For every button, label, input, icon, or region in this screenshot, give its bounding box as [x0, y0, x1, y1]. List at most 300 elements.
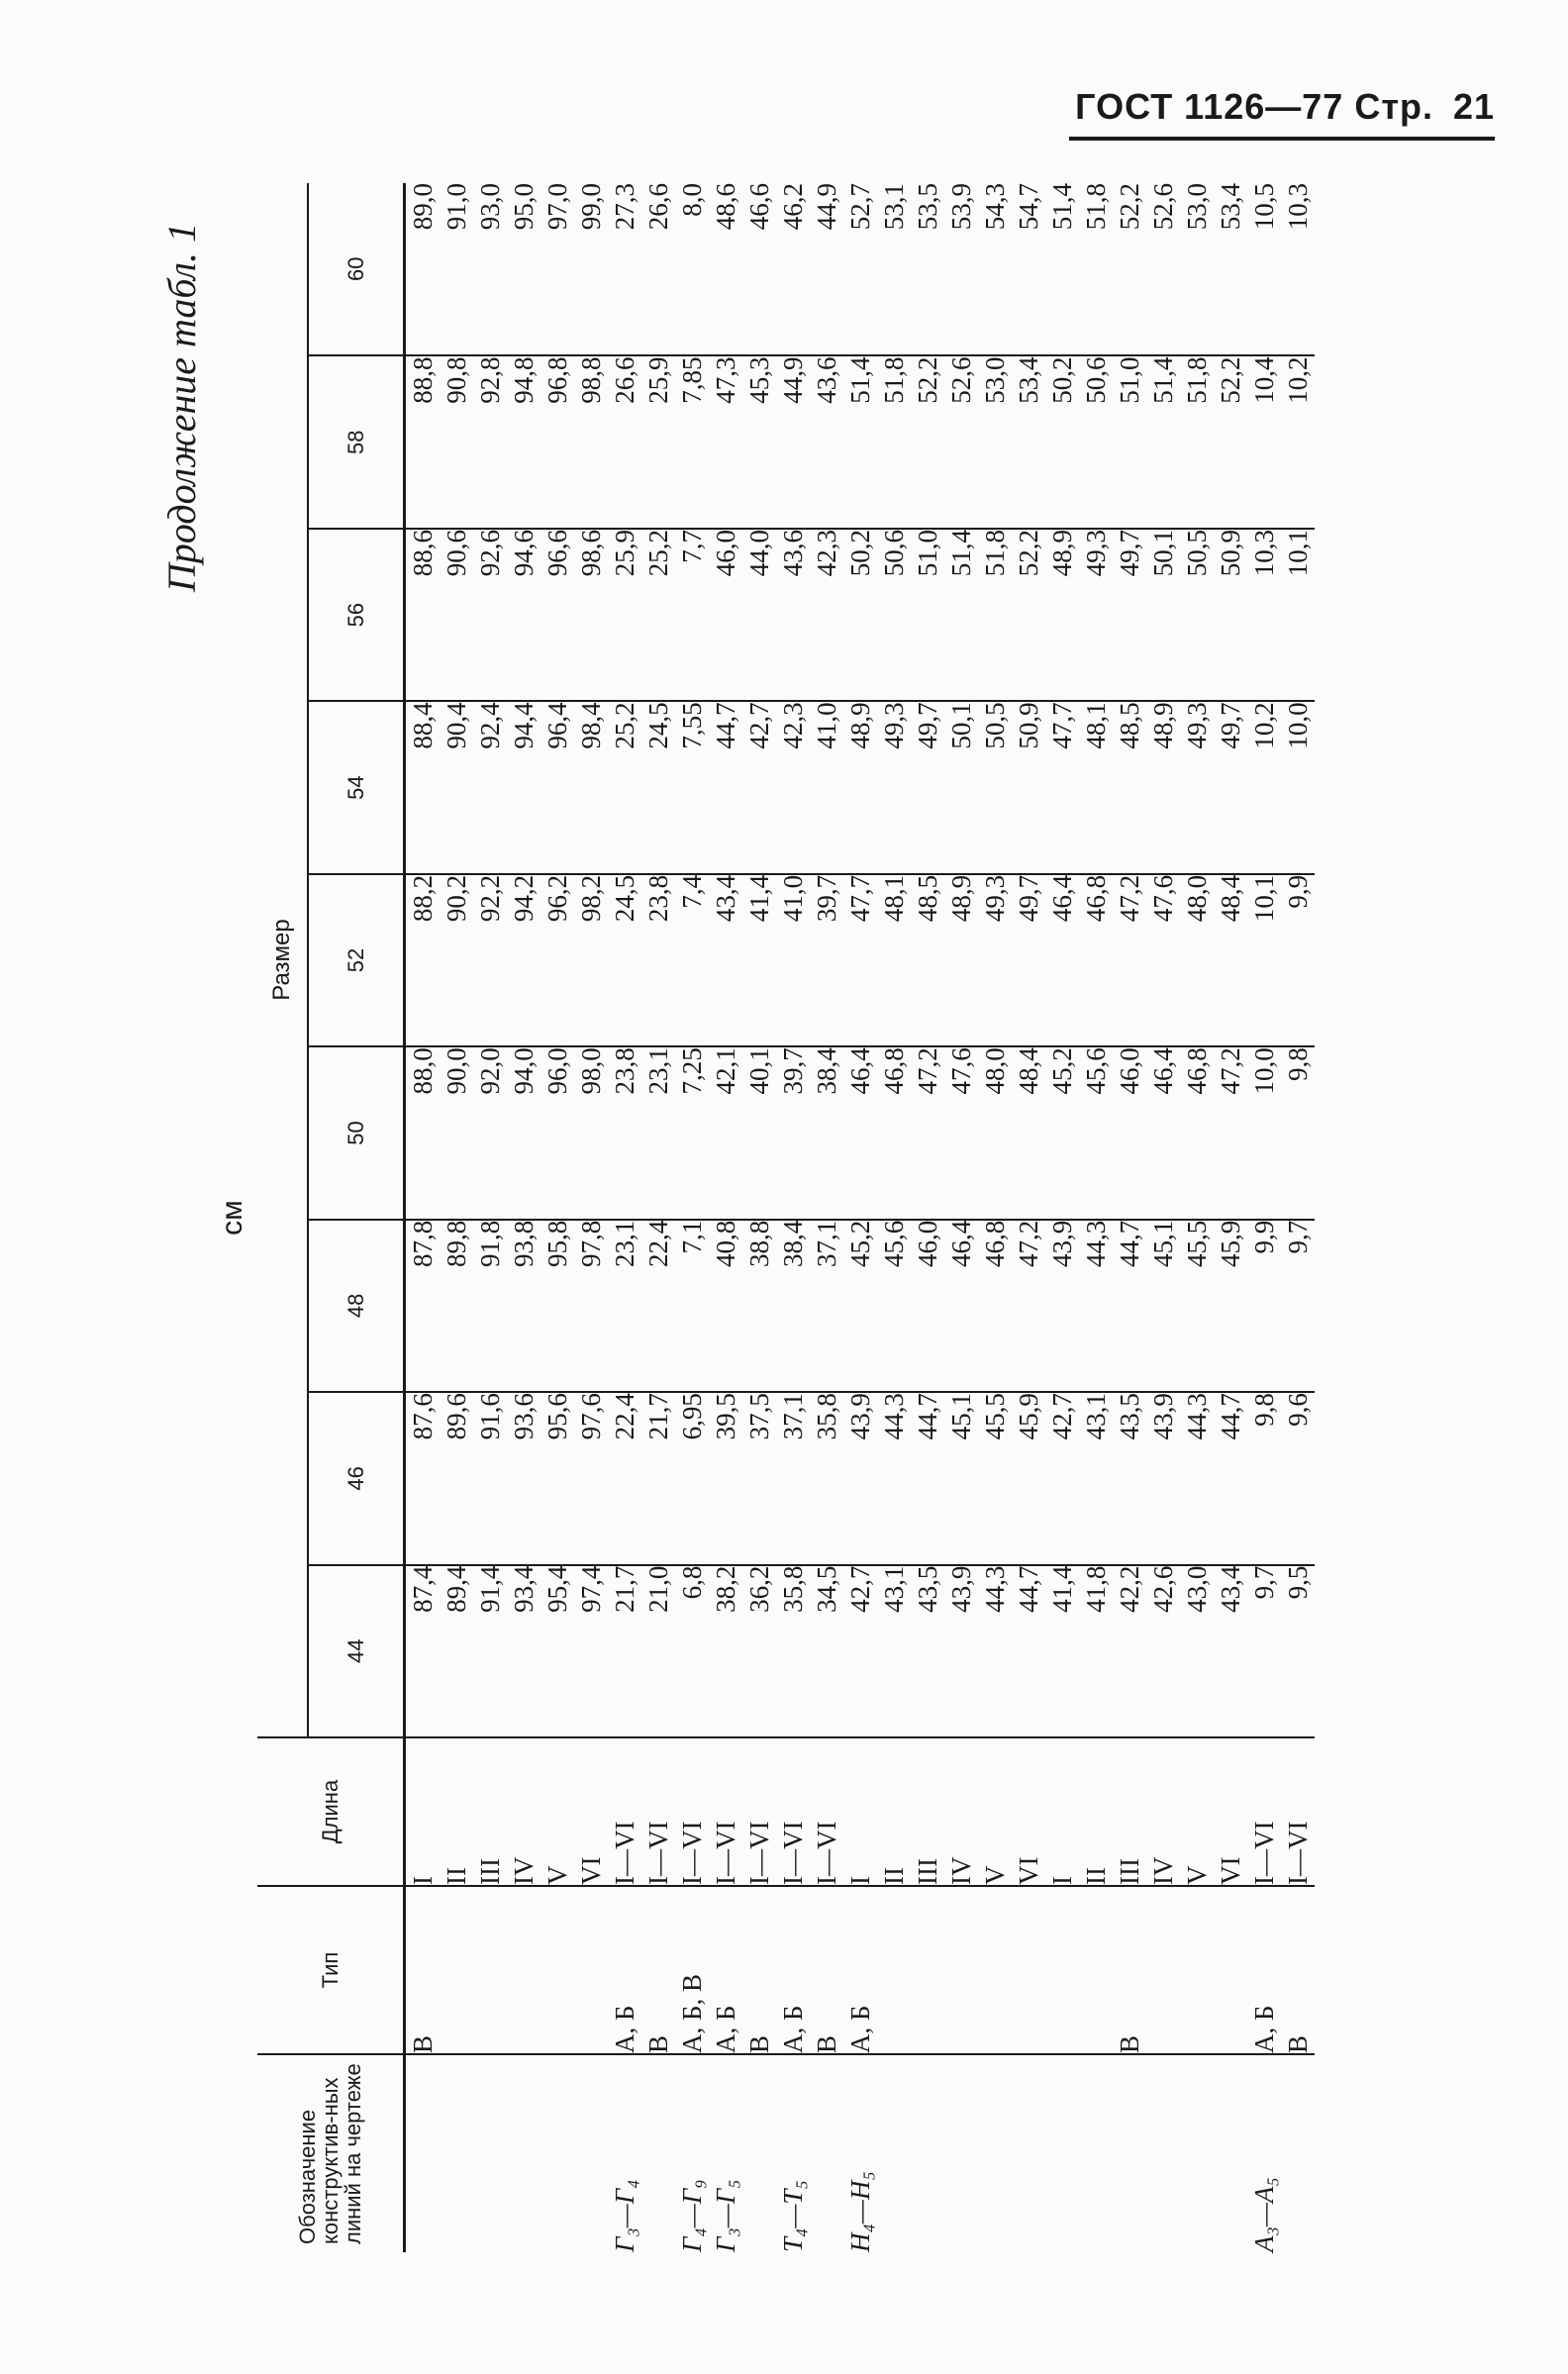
cell-line: III [1115, 1858, 1144, 1885]
cell-line: 36,2 [744, 1565, 774, 1613]
cell-line [877, 1887, 911, 2053]
cell-line: 45,5 [980, 1393, 1010, 1440]
value-cell [675, 529, 709, 701]
cell-line: 40,1 [744, 1047, 774, 1095]
cell-line: 45,6 [1081, 1047, 1111, 1095]
cell-line: 46,0 [711, 529, 740, 577]
value-cell [709, 701, 776, 873]
value-cell [709, 183, 776, 356]
cell-line [911, 1887, 944, 2053]
length-cell [405, 1737, 609, 1886]
cell-line: 51,4 [1047, 183, 1077, 231]
cell-line: 10,3 [1249, 529, 1279, 577]
value-cell [776, 874, 843, 1046]
cell-line: 48,9 [946, 874, 976, 923]
cell-line: 91,6 [475, 1393, 505, 1440]
cell-line: 50,9 [1014, 702, 1043, 749]
value-cell [776, 356, 843, 529]
cell-line: 34,5 [812, 1565, 841, 1613]
cell-line: 46,8 [1182, 1047, 1212, 1095]
cell-line: 93,0 [475, 183, 505, 231]
cell-line: 51,8 [879, 356, 909, 404]
cell-line: 53,0 [980, 356, 1010, 404]
cell-line: VI [576, 1856, 606, 1885]
cell-line: 50,9 [1216, 529, 1245, 577]
cell-line: 43,9 [1148, 1393, 1178, 1440]
cell-line: 93,6 [509, 1393, 539, 1440]
value-cell [1045, 529, 1247, 701]
cell-line: 99,0 [576, 183, 606, 231]
cell-line: 43,5 [913, 1565, 942, 1613]
cell-line: 45,1 [1148, 1220, 1178, 1267]
size-table [257, 183, 1315, 2252]
cell-line: 52,2 [1115, 183, 1144, 231]
cell-line [978, 1887, 1012, 2053]
type-cell [675, 1886, 709, 2054]
cell-line: 42,7 [1047, 1393, 1077, 1440]
cell-line: 23,1 [643, 1047, 673, 1095]
size-header-cell: 54 [308, 701, 405, 873]
cell-line: 24,5 [610, 874, 639, 923]
value-cell [405, 529, 609, 701]
value-cell [675, 356, 709, 529]
cell-line: 39,5 [711, 1393, 740, 1440]
cell-line: 94,4 [509, 702, 539, 749]
value-cell [1247, 1392, 1315, 1564]
cell-line [1079, 1887, 1113, 2053]
value-cell [1045, 356, 1247, 529]
table-row [1247, 183, 1315, 2252]
cell-line: 90,0 [441, 1047, 471, 1095]
cell-line: II [879, 1867, 909, 1885]
cell-line: 43,4 [711, 874, 740, 923]
cell-line: 10,1 [1249, 874, 1279, 923]
cell-line: 42,3 [778, 702, 808, 749]
cell-line: 88,4 [408, 702, 438, 749]
cell-line: 45,6 [879, 1220, 909, 1267]
cell-line: 53,1 [879, 183, 909, 231]
cell-line: 41,0 [778, 874, 808, 923]
cell-line: 51,0 [913, 529, 942, 577]
cell-line: 90,6 [441, 529, 471, 577]
cell-line: 49,3 [1182, 702, 1212, 749]
cell-line: 50,2 [1047, 356, 1077, 404]
cell-line: 49,7 [1216, 702, 1245, 749]
table-row [1045, 183, 1247, 2252]
cell-line: 46,6 [744, 183, 774, 231]
cell-line: 53,0 [1182, 183, 1212, 231]
size-header-cell: 48 [308, 1220, 405, 1392]
value-cell [776, 1565, 843, 1737]
cell-line: А, Б [711, 2005, 740, 2053]
cell-line: 35,8 [812, 1393, 841, 1440]
cell-line: 53,4 [1014, 356, 1043, 404]
cell-line: 49,3 [879, 702, 909, 749]
cell-line: А, Б [778, 2005, 808, 2053]
cell-line: 42,7 [744, 702, 774, 749]
value-cell [405, 1392, 609, 1564]
designation-cell [843, 2054, 1045, 2252]
cell-line: 43,9 [845, 1393, 875, 1440]
cell-line: 38,4 [812, 1047, 841, 1095]
type-cell [843, 1886, 1045, 2054]
designation-text: Г₄—Г₉ [677, 2179, 707, 2252]
col-header-size-group: Размер [257, 183, 308, 1737]
value-cell [709, 1220, 776, 1392]
cell-line: II [1081, 1867, 1111, 1885]
cell-line: 27,3 [610, 183, 639, 231]
cell-line: 24,5 [643, 702, 673, 749]
cell-line: 49,3 [1081, 529, 1111, 577]
cell-line: 46,4 [946, 1220, 976, 1267]
value-cell [843, 1565, 1045, 1737]
size-header-cell: 58 [308, 356, 405, 529]
cell-line: 47,6 [1148, 874, 1178, 923]
cell-line: 94,8 [509, 356, 539, 404]
rotated-table-area [159, 183, 1524, 2252]
cell-line: 87,6 [408, 1393, 438, 1440]
designation-cell [675, 2054, 709, 2252]
cell-line: I [408, 1876, 438, 1885]
cell-line: 88,0 [408, 1047, 438, 1095]
cell-line: 52,6 [946, 356, 976, 404]
cell-line: 35,8 [778, 1565, 808, 1613]
cell-line: 44,3 [1081, 1220, 1111, 1267]
value-cell [843, 1220, 1045, 1392]
cell-line: А, Б, В [677, 1973, 707, 2053]
cell-line: 49,3 [980, 874, 1010, 923]
value-cell [675, 1220, 709, 1392]
value-cell [608, 1220, 675, 1392]
cell-line: 47,7 [845, 874, 875, 923]
cell-line: 91,8 [475, 1220, 505, 1267]
cell-line: 43,4 [1216, 1565, 1245, 1613]
cell-line: 26,6 [643, 183, 673, 231]
col-header-designation: Обозначение конструктив-ных линий на чертеже [257, 2054, 405, 2252]
cell-line: 51,4 [946, 529, 976, 577]
value-cell [1247, 1046, 1315, 1219]
cell-line: 7,1 [677, 1220, 707, 1254]
cell-line: 44,3 [879, 1393, 909, 1440]
cell-line: V [1182, 1865, 1212, 1885]
cell-line: 48,4 [1216, 874, 1245, 923]
size-header-cell: 46 [308, 1392, 405, 1564]
cell-line: I [1047, 1876, 1077, 1885]
cell-line: 96,2 [542, 874, 572, 923]
cell-line: 95,4 [542, 1565, 572, 1613]
cell-line: 43,6 [778, 529, 808, 577]
cell-line: 48,9 [845, 702, 875, 749]
cell-line: 25,9 [610, 529, 639, 577]
cell-line: 52,6 [1148, 183, 1178, 231]
value-cell [675, 183, 709, 356]
cell-line: 50,5 [1182, 529, 1212, 577]
cell-line: 45,2 [845, 1220, 875, 1267]
cell-line: 44,7 [1014, 1565, 1043, 1613]
cell-line: 92,4 [475, 702, 505, 749]
value-cell [675, 1392, 709, 1564]
value-cell [405, 1565, 609, 1737]
cell-line: 43,9 [1047, 1220, 1077, 1267]
cell-line: 49,7 [1115, 529, 1144, 577]
cell-line: 50,1 [1148, 529, 1178, 577]
cell-line: А, Б [1249, 2005, 1279, 2053]
cell-line: 47,2 [1216, 1047, 1245, 1095]
cell-line: III [475, 1858, 505, 1885]
cell-line [507, 1887, 540, 2053]
cell-line: 9,8 [1249, 1393, 1279, 1427]
cell-line: 48,5 [1115, 702, 1144, 749]
value-cell [776, 701, 843, 873]
cell-line: 25,9 [643, 356, 673, 404]
cell-line: 95,6 [542, 1393, 572, 1440]
cell-line: I—VI [610, 1821, 639, 1885]
value-cell [1045, 1565, 1247, 1737]
value-cell [608, 529, 675, 701]
cell-line: 45,5 [1182, 1220, 1212, 1267]
cell-line: 96,4 [542, 702, 572, 749]
designation-text [1045, 2055, 1079, 2252]
cell-line: 37,1 [812, 1220, 841, 1267]
cell-line: 42,1 [711, 1047, 740, 1095]
cell-line: 9,5 [1283, 1565, 1313, 1600]
cell-line: 98,8 [576, 356, 606, 404]
cell-line: 48,1 [879, 874, 909, 923]
cell-line: 54,7 [1014, 183, 1043, 231]
cell-line: 89,4 [441, 1565, 471, 1613]
cell-line: 9,6 [1283, 1393, 1313, 1427]
cell-line: VI [1014, 1856, 1043, 1885]
size-header-cell: 50 [308, 1046, 405, 1219]
cell-line: 97,0 [542, 183, 572, 231]
value-cell [608, 356, 675, 529]
cell-line: 46,8 [879, 1047, 909, 1095]
cell-line: I—VI [711, 1821, 740, 1885]
cell-line: 44,7 [711, 702, 740, 749]
value-cell [405, 1046, 609, 1219]
cell-line: 49,7 [913, 702, 942, 749]
cell-line: 44,7 [1115, 1220, 1144, 1267]
length-cell [776, 1737, 843, 1886]
value-cell [608, 874, 675, 1046]
cell-line [1012, 1887, 1045, 2053]
cell-line: 47,3 [711, 356, 740, 404]
cell-line: 95,8 [542, 1220, 572, 1267]
cell-line: I [845, 1876, 875, 1885]
cell-line: 38,2 [711, 1565, 740, 1613]
cell-line: 97,6 [576, 1393, 606, 1440]
table-body [405, 183, 1316, 2252]
cell-line: I—VI [812, 1821, 841, 1885]
value-cell [776, 1220, 843, 1392]
cell-line: 46,4 [845, 1047, 875, 1095]
cell-line: 44,3 [1182, 1393, 1212, 1440]
cell-line [540, 1887, 574, 2053]
cell-line: 48,0 [980, 1047, 1010, 1095]
value-cell [675, 701, 709, 873]
designation-cell [608, 2054, 675, 2252]
designation-text: Т₄—Т₅ [778, 2180, 808, 2252]
cell-line: 96,0 [542, 1047, 572, 1095]
length-cell [1045, 1737, 1247, 1886]
cell-line: IV [946, 1856, 976, 1885]
cell-line: 51,8 [1081, 183, 1111, 231]
length-cell [675, 1737, 709, 1886]
cell-line: 25,2 [610, 702, 639, 749]
cell-line: 50,5 [980, 702, 1010, 749]
cell-line: 43,1 [879, 1565, 909, 1613]
cell-line: 41,0 [812, 702, 841, 749]
cell-line: 44,9 [812, 183, 841, 231]
cell-line: 53,5 [913, 183, 942, 231]
table-row [675, 183, 709, 2252]
cell-line: 22,4 [643, 1220, 673, 1267]
value-cell [709, 1392, 776, 1564]
cell-line: 45,3 [744, 356, 774, 404]
cell-line: IV [509, 1856, 539, 1885]
cell-line: 43,0 [1182, 1565, 1212, 1613]
cell-line: 9,8 [1283, 1047, 1313, 1081]
value-cell [709, 1046, 776, 1219]
cell-line: VI [1216, 1856, 1245, 1885]
cell-line: 98,2 [576, 874, 606, 923]
cell-line: 9,7 [1283, 1220, 1313, 1254]
cell-line: А, Б [845, 2005, 875, 2053]
cell-line: 43,9 [946, 1565, 976, 1613]
col-header-length: Длина [257, 1737, 405, 1886]
cell-line: 48,6 [711, 183, 740, 231]
cell-line: 21,7 [643, 1393, 673, 1440]
cell-line: 37,5 [744, 1393, 774, 1440]
page-header [1069, 77, 1495, 141]
value-cell [1045, 701, 1247, 873]
value-cell [675, 1046, 709, 1219]
cell-line: 97,4 [576, 1565, 606, 1613]
cell-line: 10,0 [1283, 702, 1313, 749]
cell-line: 92,6 [475, 529, 505, 577]
cell-line: 52,2 [1014, 529, 1043, 577]
value-cell [1247, 529, 1315, 701]
designation-text: А₃—А₅ [1249, 2177, 1279, 2252]
cell-line: 53,4 [1216, 183, 1245, 231]
type-cell [1045, 1886, 1247, 2054]
cell-line: 48,4 [1014, 1047, 1043, 1095]
value-cell [709, 874, 776, 1046]
cell-line: 46,0 [1115, 1047, 1144, 1095]
value-cell [675, 874, 709, 1046]
cell-line: В [1115, 2034, 1144, 2053]
value-cell [1045, 1220, 1247, 1392]
cell-line: 98,6 [576, 529, 606, 577]
size-header-cell: 44 [308, 1565, 405, 1737]
cell-line: 44,9 [778, 356, 808, 404]
cell-line: 40,8 [711, 1220, 740, 1267]
type-cell [608, 1886, 675, 2054]
value-cell [709, 356, 776, 529]
designation-cell [776, 2054, 843, 2252]
value-cell [405, 874, 609, 1046]
table-row [843, 183, 1045, 2252]
value-cell [843, 356, 1045, 529]
cell-line: 9,9 [1283, 874, 1313, 909]
cell-line: 39,7 [812, 874, 841, 923]
cell-line: 48,1 [1081, 702, 1111, 749]
value-cell [1247, 1565, 1315, 1737]
cell-line: 42,6 [1148, 1565, 1178, 1613]
cell-line: 52,2 [1216, 356, 1245, 404]
cell-line: 93,8 [509, 1220, 539, 1267]
cell-line [440, 1887, 473, 2053]
unit-label: см [216, 1200, 248, 1236]
value-cell [843, 1046, 1045, 1219]
designation-cell [405, 2054, 609, 2252]
cell-line: В [1283, 2034, 1313, 2053]
cell-line: 89,6 [441, 1393, 471, 1440]
length-cell [1247, 1737, 1315, 1886]
cell-line [1214, 1887, 1247, 2053]
value-cell [675, 1565, 709, 1737]
value-cell [1247, 701, 1315, 873]
cell-line: 21,7 [610, 1565, 639, 1613]
cell-line: 10,3 [1283, 183, 1313, 231]
value-cell [843, 183, 1045, 356]
value-cell [709, 529, 776, 701]
cell-line: 91,4 [475, 1565, 505, 1613]
cell-line: 90,8 [441, 356, 471, 404]
cell-line: 44,3 [980, 1565, 1010, 1613]
cell-line: 51,4 [845, 356, 875, 404]
cell-line: 22,4 [610, 1393, 639, 1440]
cell-line: 96,6 [542, 529, 572, 577]
header-title: ГОСТ 1126—77 Стр. [1075, 86, 1433, 127]
cell-line [1146, 1887, 1180, 2053]
cell-line: 44,7 [913, 1393, 942, 1440]
cell-line: 46,4 [1047, 874, 1077, 923]
value-cell [1247, 356, 1315, 529]
value-cell [1045, 183, 1247, 356]
cell-line: 47,2 [1014, 1220, 1043, 1267]
cell-line: 93,4 [509, 1565, 539, 1613]
cell-line: 7,25 [677, 1047, 707, 1095]
designation-cell [1045, 2054, 1247, 2252]
cell-line: I—VI [778, 1821, 808, 1885]
cell-line: 10,0 [1249, 1047, 1279, 1095]
value-cell [405, 701, 609, 873]
cell-line: 38,4 [778, 1220, 808, 1267]
cell-line: 42,7 [845, 1565, 875, 1613]
cell-line: 23,8 [643, 874, 673, 923]
size-header-cell: 60 [308, 183, 405, 356]
cell-line: 46,2 [778, 183, 808, 231]
cell-line: 47,6 [946, 1047, 976, 1095]
designation-cell [1247, 2054, 1315, 2252]
cell-line [473, 1887, 507, 2053]
cell-line: 50,6 [879, 529, 909, 577]
cell-line: 94,6 [509, 529, 539, 577]
cell-line: 10,2 [1283, 356, 1313, 404]
col-header-type: Тип [257, 1886, 405, 2054]
cell-line: 98,4 [576, 702, 606, 749]
cell-line: 41,4 [744, 874, 774, 923]
page-number: 21 [1452, 86, 1495, 127]
value-cell [1045, 1046, 1247, 1219]
cell-line: 45,2 [1047, 1047, 1077, 1095]
cell-line: 45,9 [1014, 1393, 1043, 1440]
cell-line: 25,2 [643, 529, 673, 577]
cell-line: I—VI [643, 1821, 673, 1885]
cell-line: 46,0 [913, 1220, 942, 1267]
cell-line: III [913, 1858, 942, 1885]
